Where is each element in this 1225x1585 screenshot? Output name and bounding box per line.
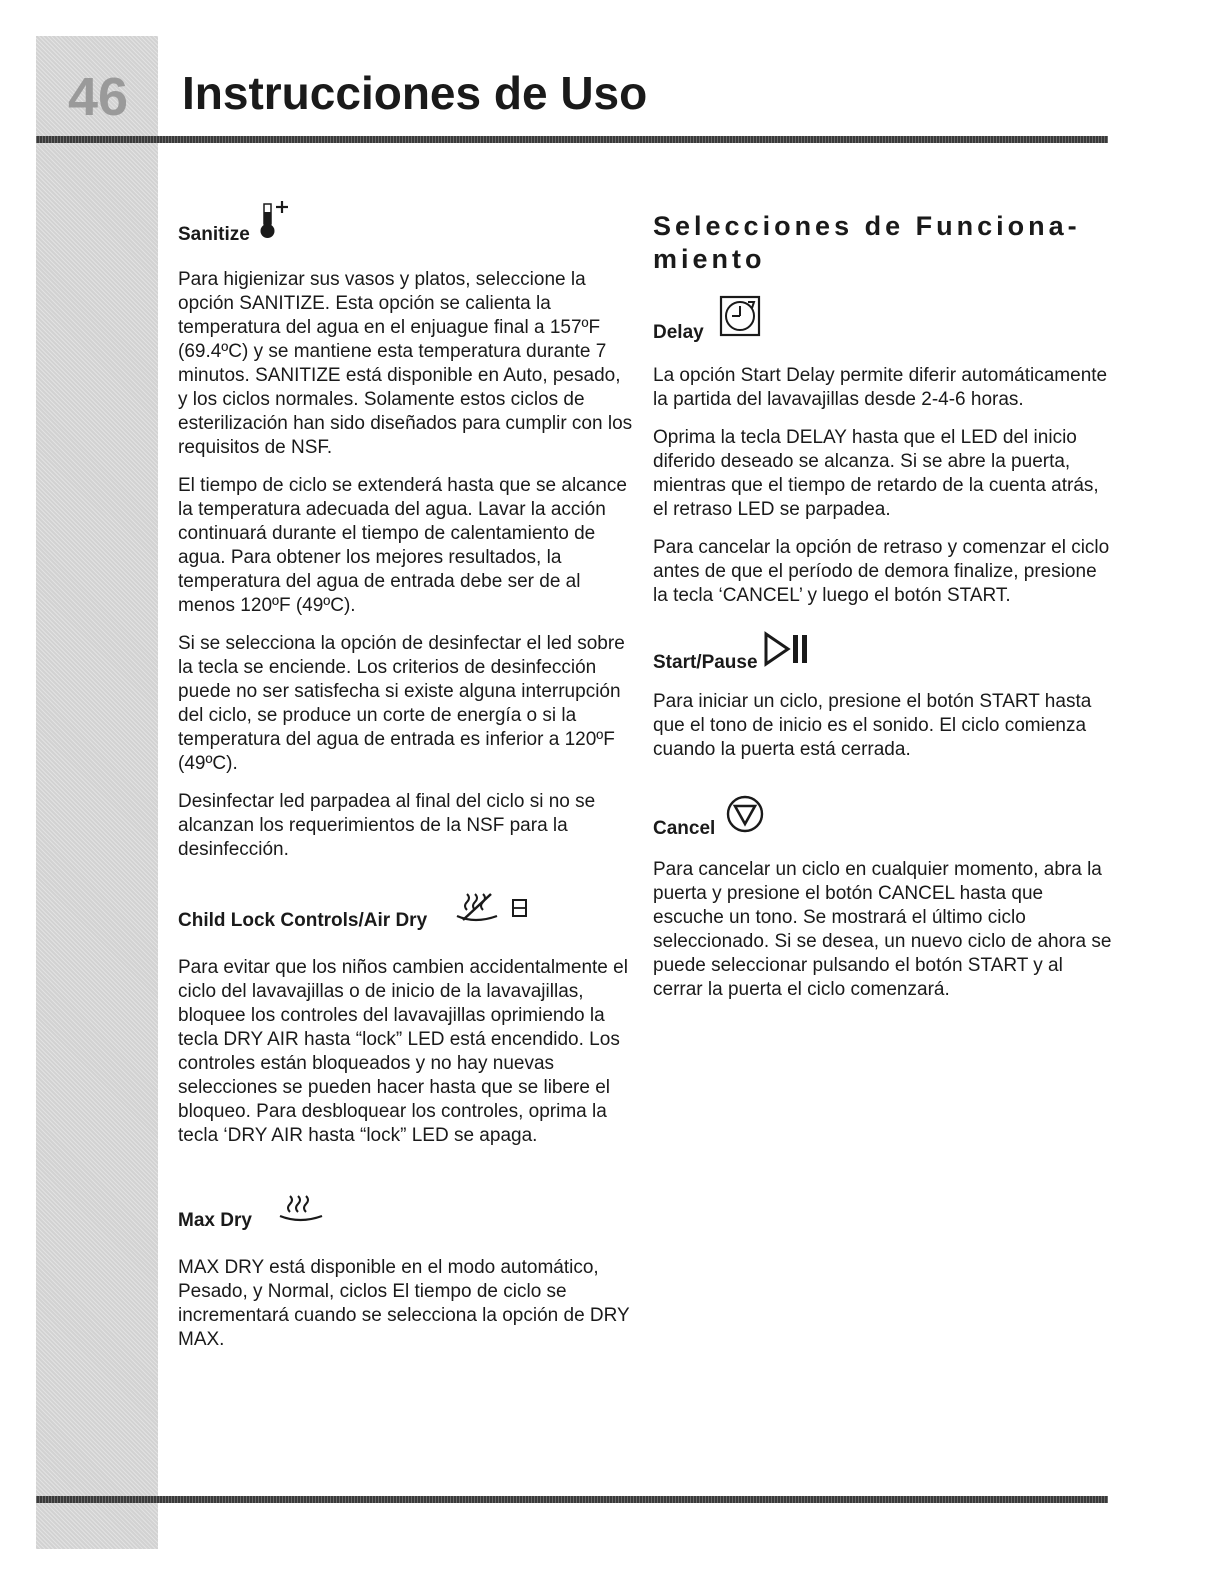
cancel-heading	[653, 794, 1113, 840]
side-strip	[36, 36, 158, 1549]
sanitize-heading	[178, 200, 633, 246]
start-pause-paragraph: Para iniciar un ciclo, presione el botón START hasta que el tono de inicio es el sonido. El ciclo comienza cuando la puerta está cerrada.	[653, 691, 1092, 760]
delay-heading	[653, 294, 1113, 344]
bottom-rule	[36, 1496, 1108, 1503]
sanitize-paragraph: Para higienizar sus vasos y platos, seleccione la opción SANITIZE. Esta opción se calienta la temperatura del agua en el enjuague final a 157ºF (69.4ºC) y se mantiene esta temperatura durante 7 minutos. SANITIZE está disponible en Auto, pesado, y los ciclos normales. Solamente estos ciclos de esterilización han sido diseñados para cumplir con los requisitos de NSF.	[178, 269, 633, 458]
cancel-circle-icon	[725, 794, 765, 840]
section-title: Selecciones de Funciona-miento	[653, 211, 1081, 274]
cancel-title: Cancel	[653, 818, 716, 839]
max-dry-heading	[178, 1192, 633, 1232]
play-pause-icon	[762, 630, 812, 674]
sanitize-paragraph: El tiempo de ciclo se extenderá hasta que se alcance la temperatura adecuada del agua. Lavar la acción continuará durante el tiempo de calentamiento de agua. Para obtener los mejores resultados, la temperatura del agua de entrada debe ser de al menos 120ºF (49ºC).	[178, 475, 627, 616]
delay-title: Delay	[653, 322, 704, 343]
right-column	[653, 210, 1113, 1016]
top-rule	[36, 136, 1108, 143]
air-dry-lock-icon	[453, 886, 535, 932]
sanitize-paragraph: Desinfectar led parpadea al final del ciclo si no se alcanzan los requerimientos de la NSF para la desinfección.	[178, 791, 596, 860]
sanitize-title: Sanitize	[178, 224, 250, 245]
child-lock-title: Child Lock Controls/Air Dry	[178, 910, 428, 931]
page-number: 46	[67, 67, 129, 127]
sanitize-paragraph: Si se selecciona la opción de desinfectar el led sobre la tecla se enciende. Los criterios de desinfección puede no ser satisfecha si existe alguna interrupción del ciclo, se produce un corte de energía o si la temperatura del agua de entrada es inferior a 120ºF (49ºC).	[178, 633, 625, 774]
delay-paragraph: Oprima la tecla DELAY hasta que el LED del inicio diferido deseado se alcanza. Si se abre la puerta, mientras que el tiempo de retardo de la cuenta atrás, el retraso LED se parpadea.	[653, 427, 1099, 520]
start-pause-heading	[653, 630, 1113, 674]
heat-waves-icon	[278, 1192, 326, 1232]
child-lock-heading	[178, 886, 633, 932]
clock-delay-icon	[718, 294, 762, 344]
max-dry-paragraph: MAX DRY está disponible en el modo automático, Pesado, y Normal, ciclos El tiempo de ciclo se incrementará cuando se selecciona la opción de DRY MAX.	[178, 1257, 630, 1350]
child-lock-paragraph: Para evitar que los niños cambien accidentalmente el ciclo del lavavajillas o de inicio de la lavavajillas, bloquee los controles del lavavajillas oprimiendo la tecla DRY AIR hasta “lock” LED está encendido. Los controles están bloqueados y no hay nuevas selecciones se pueden hacer hasta que se libere el bloqueo. Para desbloquear los controles, oprima la tecla ‘DRY AIR hasta “lock” LED se apaga.	[178, 957, 628, 1146]
start-pause-title: Start/Pause	[653, 652, 758, 673]
delay-paragraph: Para cancelar la opción de retraso y comenzar el ciclo antes de que el período de demora finalize, presione la tecla ‘CANCEL’ y luego el botón START.	[653, 537, 1110, 606]
left-column	[178, 200, 633, 1366]
cancel-paragraph: Para cancelar un ciclo en cualquier momento, abra la puerta y presione el botón CANCEL hasta que escuche un tono. Se mostrará el último ciclo seleccionado. Si se desea, un nuevo ciclo de ahora se puede seleccionar pulsando el botón START y al cerrar la puerta el ciclo comenzará.	[653, 859, 1112, 1000]
page-title: Instrucciones de Uso	[182, 67, 648, 119]
max-dry-title: Max Dry	[178, 1210, 252, 1231]
delay-paragraph: La opción Start Delay permite diferir automáticamente la partida del lavavajillas desde 2-4-6 horas.	[653, 365, 1108, 410]
thermometer-plus-icon	[258, 200, 292, 246]
